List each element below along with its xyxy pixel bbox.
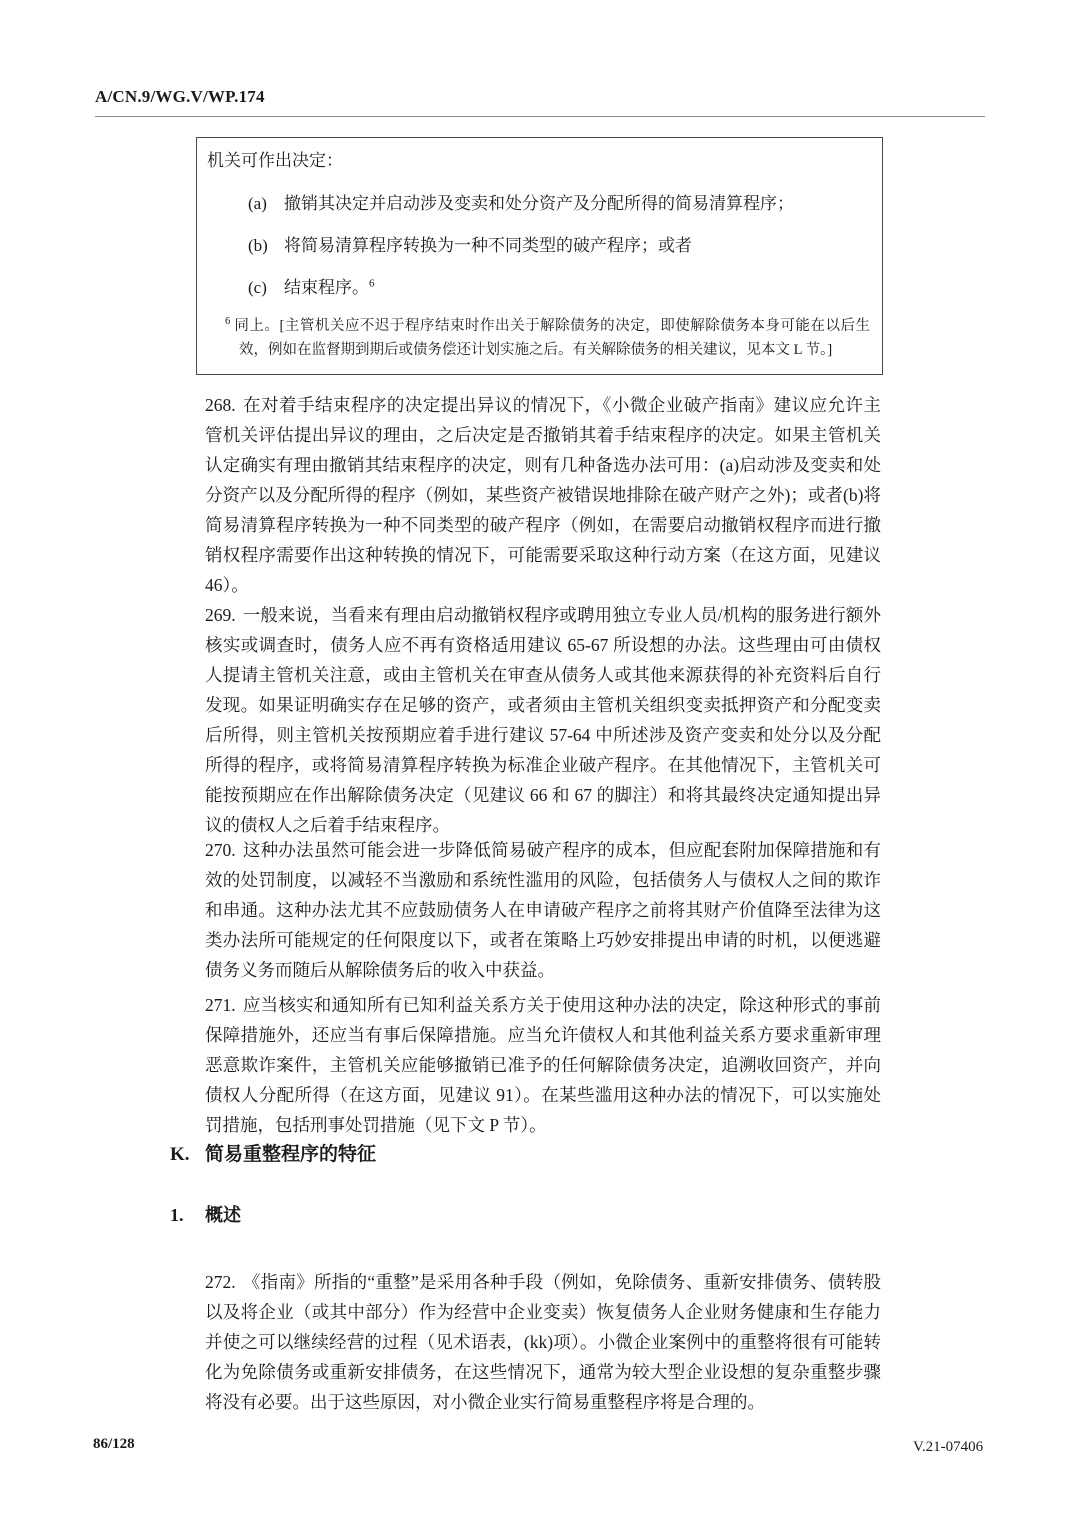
paragraph-text: 这种办法虽然可能会进一步降低简易破产程序的成本，但应配套附加保障措施和有效的处罚制度，以减轻不当激励和系统性滥用的风险，包括债务人与债权人之间的欺诈和串通。这种办法尤其不应鼓励债务人在申请破产程序之前将其财产价值降至法律为这类办法所可能规定的任何限度以下，或者在策略上巧妙安排提出申请的时机，以便逃避债务义务而随后从解除债务后的收入中获益。 — [205, 839, 881, 980]
footer-doc-code: V.21-07406 — [913, 1439, 984, 1455]
paragraph-269 — [205, 600, 881, 840]
quote-item-text: 将简易清算程序转换为一种不同类型的破产程序；或者 — [284, 236, 692, 255]
quote-item-label: (c) — [248, 278, 267, 297]
footnote-ref: 6 — [369, 277, 375, 290]
paragraph-number: 268. — [205, 394, 236, 415]
paragraph-text: 一般来说，当看来有理由启动撤销权程序或聘用独立专业人员/机构的服务进行额外核实或调查时，债务人应不再有资格适用建议 65-67 所设想的办法。这些理由可由债权人提请主管机关注意，或由主管机关在审查从债务人或其他来源获得的补充资料后自行发现。如果证明确实存在足够的资产，或者须由主管机关组织变卖抵押资产和分配变卖后所得，则主管机关按预期应着手进行建议 57-64 中所述涉及资产变卖和处分以及分配所得的程序，或将简易清算程序转换为标准企业破产程序。在其他情况下，主管机关可能按预期应在作出解除债务决定（见建议 66 和 67 的脚注）和将其最终决定通知提出异议的债权人之后着手结束程序。 — [205, 604, 881, 835]
quote-intro: 机关可作出决定： — [207, 151, 343, 170]
section-heading-k — [170, 1139, 376, 1166]
quote-item-c — [207, 274, 870, 302]
section-label: K. — [170, 1144, 190, 1165]
paragraph-number: 269. — [205, 604, 236, 625]
footnote-text: 同上。[主管机关应不迟于程序结束时作出关于解除债务的决定，即使解除债务本身可能在以后生效，例如在监督期到期后或债务偿还计划实施之后。有关解除债务的相关建议，见本文 L 节。] — [230, 317, 870, 358]
quote-item-b — [207, 232, 870, 260]
header-rule — [95, 116, 985, 117]
subsection-title: 概述 — [205, 1205, 241, 1225]
paragraph-268 — [205, 390, 881, 600]
paragraph-271 — [205, 990, 881, 1140]
paragraph-270 — [205, 835, 881, 985]
quote-item-label: (b) — [248, 236, 268, 255]
quote-item-label: (a) — [248, 194, 267, 213]
paragraph-text: 在对着手结束程序的决定提出异议的情况下，《小微企业破产指南》建议应允许主管机关评估提出异议的理由，之后决定是否撤销其着手结束程序的决定。如果主管机关认定确实有理由撤销其结束程序的决定，则有几种备选办法可用：(a)启动涉及变卖和处分资产以及分配所得的程序（例如，某些资产被错误地排除在破产财产之外)；或者(b)将简易清算程序转换为一种不同类型的破产程序（例如，在需要启动撤销权程序而进行撤销权程序需要作出这种转换的情况下，可能需要采取这种行动方案（在这方面，见建议 46）。 — [205, 394, 881, 595]
paragraph-272 — [205, 1267, 881, 1417]
paragraph-text: 应当核实和通知所有已知利益关系方关于使用这种办法的决定，除这种形式的事前保障措施外，还应当有事后保障措施。应当允许债权人和其他利益关系方要求重新审理恶意欺诈案件，主管机关应能够撤销已准予的任何解除债务决定，追溯收回资产，并向债权人分配所得（在这方面，见建议 91）。在某些滥用这种办法的情况下，可以实施处罚措施，包括刑事处罚措施（见下文 P 节）。 — [205, 994, 881, 1135]
quote-item-text: 结束程序。 — [284, 278, 369, 297]
doc-symbol: A/CN.9/WG.V/WP.174 — [95, 87, 265, 106]
paragraph-text: 《指南》所指的“重整”是采用各种手段（例如，免除债务、重新安排债务、债转股以及将企业（或其中部分）作为经营中企业变卖）恢复债务人企业财务健康和生存能力并使之可以继续经营的过程（见术语表，(kk)项）。小微企业案例中的重整将很有可能转化为免除债务或重新安排债务，在这些情况下，通常为较大型企业设想的复杂重整步骤将没有必要。出于这些原因，对小微企业实行简易重整程序将是合理的。 — [205, 1271, 881, 1412]
recommendation-quote-box — [196, 137, 883, 375]
footnote — [207, 310, 870, 362]
section-title: 简易重整程序的特征 — [205, 1144, 377, 1165]
paragraph-number: 271. — [205, 994, 236, 1015]
footer-page-number: 86/128 — [93, 1436, 135, 1452]
subsection-label: 1. — [170, 1205, 184, 1225]
quote-item-a — [207, 190, 870, 218]
paragraph-number: 272. — [205, 1271, 236, 1292]
paragraph-number: 270. — [205, 839, 236, 860]
quote-item-text: 撤销其决定并启动涉及变卖和处分资产及分配所得的简易清算程序； — [284, 194, 794, 213]
subsection-heading-1 — [170, 1201, 241, 1227]
footnote-number: 6 — [225, 316, 231, 327]
